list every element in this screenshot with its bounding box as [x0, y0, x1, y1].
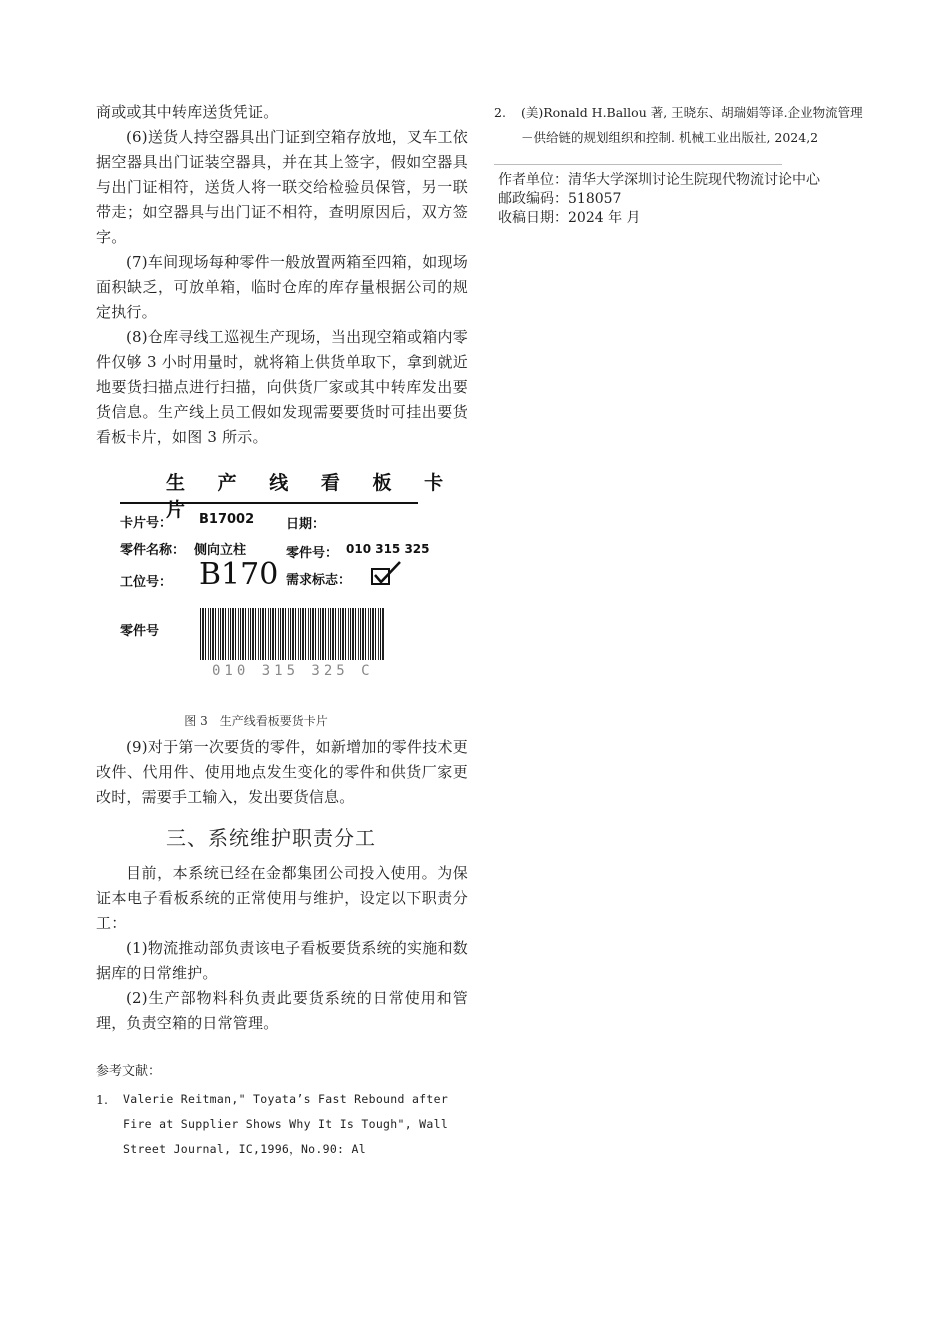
part-no-value: 010 315 325	[346, 542, 430, 556]
author-unit-value: 清华大学深圳讨论生院现代物流讨论中心	[568, 172, 820, 188]
reference-number: 2.	[494, 105, 506, 120]
station-label: 工位号：	[120, 575, 173, 590]
demand-flag-label: 需求标志：	[286, 573, 352, 588]
date-label: 日期：	[286, 517, 326, 532]
barcode-graphic	[200, 608, 384, 660]
received-date-label: 收稿日期：	[498, 210, 568, 226]
reference-number: 1.	[96, 1092, 108, 1107]
right-column	[494, 100, 874, 228]
checkbox-checked-icon	[370, 560, 404, 588]
reference-text: Valerie Reitman," Toyata’s Fast Rebound after Fire at Supplier Shows Why It Is Tough", Wall Street Journal, IC,1996，No.90: Al	[123, 1092, 449, 1156]
postcode-label: 邮政编码：	[498, 191, 568, 207]
paragraph-continuation: 商或或其中转库送货凭证。	[96, 103, 279, 121]
barcode-number: 010 315 325 C	[212, 663, 374, 679]
paragraph-item-7: (7)车间现场每种零件一般放置两箱至四箱，如现场面积缺乏，可放单箱，临时仓库的库存量根据公司的规定执行。	[96, 253, 468, 321]
received-date-line	[498, 209, 874, 228]
left-column	[96, 100, 468, 1162]
reference-item	[96, 1087, 468, 1162]
footnote-divider	[494, 164, 782, 165]
reference-text: (美)Ronald H.Ballou 著, 王晓东、胡瑞娟等译.企业物流管理－供给链的规划组织和控制. 机械工业出版社, 2024,2	[521, 105, 863, 145]
section-intro: 目前，本系统已经在金都集团公司投入使用。为保证本电子看板系统的正常使用与维护，设定以下职责分工：	[96, 864, 468, 932]
section-heading: 三、系统维护职责分工	[166, 826, 376, 850]
received-date-value: 2024 年 月	[568, 210, 641, 226]
kanban-card-divider	[120, 502, 418, 504]
part-no-label: 零件号：	[286, 546, 339, 561]
card-no-value: B17002	[199, 512, 255, 527]
paragraph-item-8: (8)仓库寻线工巡视生产现场，当出现空箱或箱内零件仅够 3 小时用量时，就将箱上供货单取下，拿到就近地要货扫描点进行扫描，向供货厂家或其中转库发出要货信息。生产线上员工假如发现需要要货时可挂出要货看板卡片，如图 3 所示。	[96, 328, 468, 446]
figure-caption: 图 3 生产线看板要货卡片	[184, 714, 328, 728]
duty-item-1: (1)物流推动部负责该电子看板要货系统的实施和数据库的日常维护。	[96, 939, 468, 982]
duty-item-2: (2)生产部物料科负责此要货系统的日常使用和管理，负责空箱的日常管理。	[96, 989, 468, 1032]
kanban-card-title: 生 产 线 看 板 卡 片	[166, 472, 457, 521]
kanban-card-figure	[96, 460, 468, 710]
references-heading: 参考文献：	[96, 1064, 162, 1079]
part-name-label: 零件名称：	[120, 543, 186, 558]
barcode-part-label: 零件号	[120, 624, 160, 639]
author-unit-label: 作者单位：	[498, 172, 568, 188]
postcode-value: 518057	[568, 191, 622, 207]
paragraph-item-6: (6)送货人持空器具出门证到空箱存放地，叉车工依据空器具出门证装空器具，并在其上签字，假如空器具与出门证相符，送货人将一联交给检验员保管，另一联带走；如空器具与出门证不相符，查明原因后，双方签字。	[96, 128, 468, 246]
part-name-value: 侧向立柱	[194, 543, 247, 558]
paragraph-item-9: (9)对于第一次要货的零件，如新增加的零件技术更改件、代用件、使用地点发生变化的零件和供货厂家更改时，需要手工输入，发出要货信息。	[96, 738, 468, 806]
author-unit-line	[498, 171, 874, 190]
postcode-line	[498, 190, 874, 209]
card-no-label: 卡片号：	[120, 516, 173, 531]
station-value: B170	[199, 557, 279, 592]
reference-item	[494, 100, 874, 150]
